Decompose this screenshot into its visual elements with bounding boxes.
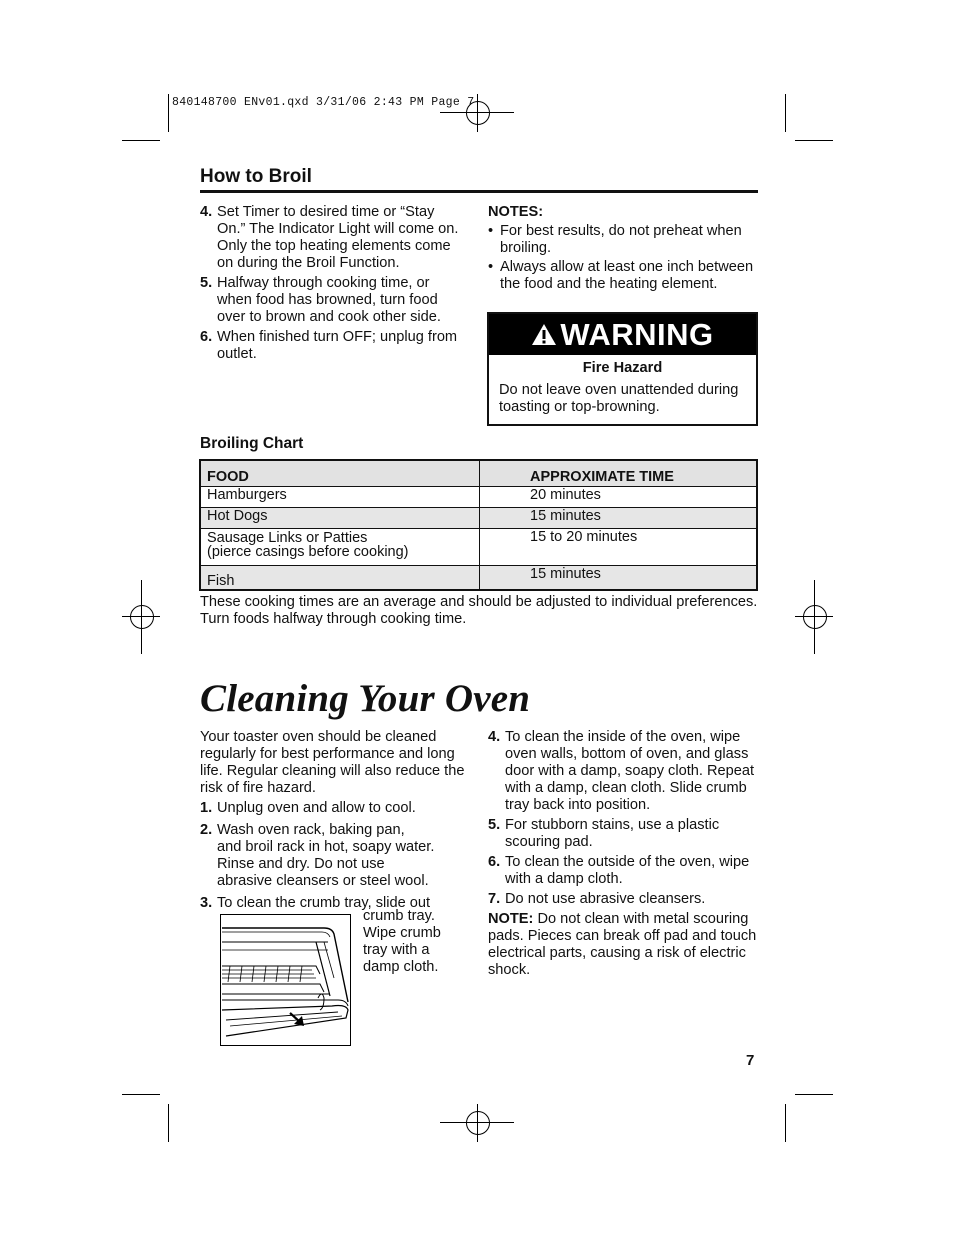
note-item: • For best results, do not preheat when broiling. — [488, 223, 760, 257]
broil-step: 5. Halfway through cooking time, or when food has browned, turn food over to brown and cook other side. — [200, 275, 441, 325]
chart-footnote: These cooking times are an average and should be adjusted to individual preferences. Turn foods halfway through cooking time. — [200, 594, 758, 627]
cell-time: 20 minutes — [480, 487, 758, 508]
column-header-time: APPROXIMATE TIME — [480, 460, 758, 487]
warning-subtitle: Fire Hazard — [582, 360, 663, 376]
cleaning-intro: Your toaster oven should be cleaned regularly for best performance and long life. Regular cleaning will also reduce the risk of fire hazard. — [200, 729, 465, 796]
cell-food: Hamburgers — [200, 487, 480, 508]
cell-food: Fish — [200, 566, 480, 590]
table-row — [200, 566, 757, 590]
table-row — [200, 529, 757, 566]
note-item: • Always allow at least one inch between the food and the heating element. — [488, 259, 760, 293]
printer-slug: 840148700 ENv01.qxd 3/31/06 2:43 PM Page 7 — [172, 96, 475, 109]
cell-time: 15 minutes — [480, 566, 758, 590]
cleaning-step: 1. Unplug oven and allow to cool. — [200, 800, 416, 816]
notes-title: NOTES: — [488, 204, 544, 220]
cell-food: Hot Dogs — [200, 508, 480, 529]
table-row — [200, 487, 757, 508]
cleaning-right-column — [488, 729, 760, 979]
broil-step: 6. When finished turn OFF; unplug from outlet. — [200, 329, 458, 362]
chart-title: Broiling Chart — [200, 435, 304, 452]
cell-time: 15 to 20 minutes — [480, 529, 758, 566]
section-rule — [200, 190, 758, 193]
broil-step: 4. Set Timer to desired time or “Stay On.” The Indicator Light will come on. Only the top heating elements come on during the Broil Function. — [200, 204, 459, 271]
cell-food: Sausage Links or Patties (pierce casings before cooking) — [200, 529, 480, 566]
warning-box — [487, 312, 758, 426]
table-row — [200, 508, 757, 529]
cleaning-note: NOTE: Do not clean with metal scouring pads. Pieces can break off pad and touch electrical parts, causing a risk of electric shock. — [488, 911, 757, 978]
broil-notes — [488, 204, 760, 295]
warning-text: Do not leave oven unattended during toasting or top-browning. — [499, 382, 739, 415]
warning-triangle-icon — [531, 322, 557, 346]
broiling-chart-table — [199, 459, 758, 591]
table-header-row — [200, 460, 757, 487]
warning-body — [489, 355, 756, 419]
cleaning-step: 7. Do not use abrasive cleansers. — [488, 891, 706, 907]
crumb-tray-text: crumb tray. Wipe crumb tray with a damp cloth. — [363, 908, 441, 975]
cleaning-step: 6. To clean the outside of the oven, wipe with a damp cloth. — [488, 854, 750, 887]
cleaning-left-column — [200, 729, 472, 915]
column-header-food: FOOD — [200, 460, 480, 487]
cleaning-step: 4. To clean the inside of the oven, wipe oven walls, bottom of oven, and glass door with a damp, soapy cloth. Repeat with a damp, clean cloth. Slide crumb tray back into position. — [488, 729, 755, 813]
cleaning-step: 2. Wash oven rack, baking pan, and broil rack in hot, soapy water. Rinse and dry. Do not use abrasive cleansers or steel wool. — [200, 822, 435, 889]
cleaning-step: 5. For stubborn stains, use a plastic scouring pad. — [488, 817, 720, 850]
warning-title: WARNING — [560, 316, 714, 352]
crumb-tray-illustration — [220, 914, 352, 1047]
cleaning-step: 3. To clean the crumb tray, slide out — [200, 895, 431, 911]
broil-steps — [200, 204, 465, 366]
section-title-how-to-broil: How to Broil — [200, 166, 312, 187]
cell-time: 15 minutes — [480, 508, 758, 529]
section-title-cleaning: Cleaning Your Oven — [200, 677, 531, 720]
page-number: 7 — [746, 1052, 755, 1069]
warning-header — [489, 314, 756, 355]
